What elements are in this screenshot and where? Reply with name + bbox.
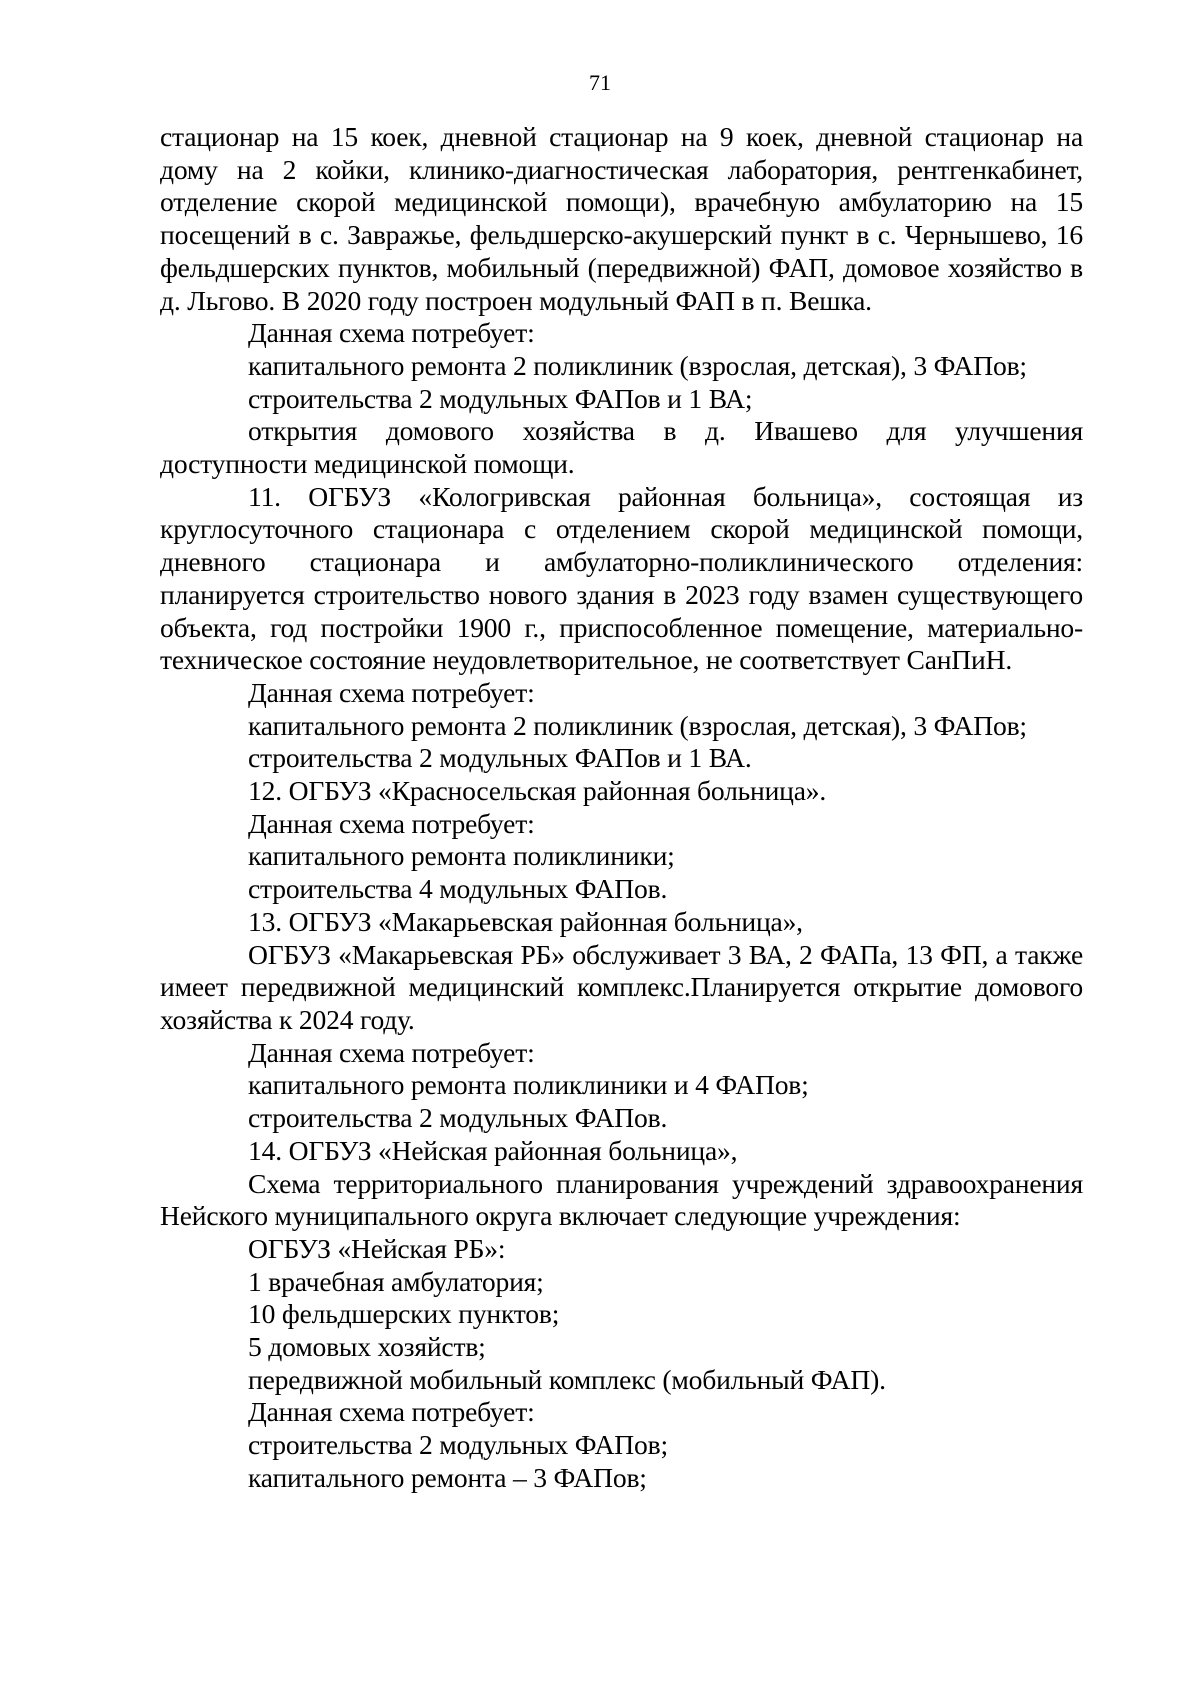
- paragraph: Данная схема потребует:: [248, 676, 535, 708]
- paragraph-continuation: стационар на 15 коек, дневной стационар на 9 коек, дневной стационар на дому на 2 койки, клинико-диагностическая лаборатория, рентгенкабинет, отделение скорой медицинской помощи), врачебную амбулаторию на 15 посещений в с. Завражье, фельдшерско-акушерский пункт в с. Чернышево, 16 фельдшерских пунктов, мобильный (передвижной) ФАП, домовое хозяйство в д. Льгово. В 2020 году построен модульный ФАП в п. Вешка.: [160, 121, 1083, 316]
- paragraph: капитального ремонта поликлиники;: [248, 840, 675, 872]
- paragraph-item-14: 14. ОГБУЗ «Нейская районная больница»,: [248, 1134, 738, 1166]
- paragraph: строительства 2 модульных ФАПов и 1 ВА.: [248, 742, 752, 774]
- paragraph: Данная схема потребует:: [248, 1396, 535, 1428]
- paragraph: открытия домового хозяйства в д. Ивашево для улучшения доступности медицинской помощи.: [160, 415, 1083, 480]
- paragraph: капитального ремонта 2 поликлиник (взрослая, детская), 3 ФАПов;: [248, 709, 1027, 741]
- page-number: 71: [589, 70, 611, 95]
- paragraph: ОГБУЗ «Нейская РБ»:: [248, 1232, 506, 1264]
- paragraph: капитального ремонта 2 поликлиник (взрослая, детская), 3 ФАПов;: [248, 349, 1027, 381]
- paragraph: ОГБУЗ «Макарьевская РБ» обслуживает 3 ВА, 2 ФАПа, 13 ФП, а также имеет передвижной медицинский комплекс.Планируется открытие домового хозяйства к 2024 году.: [160, 938, 1083, 1035]
- paragraph: строительства 2 модульных ФАПов.: [248, 1102, 668, 1134]
- list-item: 10 фельдшерских пунктов;: [248, 1298, 560, 1330]
- paragraph: Данная схема потребует:: [248, 317, 535, 349]
- paragraph-item-12: 12. ОГБУЗ «Красносельская районная больница».: [248, 775, 827, 807]
- paragraph: Данная схема потребует:: [248, 807, 535, 839]
- list-item: строительства 2 модульных ФАПов;: [248, 1429, 668, 1461]
- paragraph: строительства 2 модульных ФАПов и 1 ВА;: [248, 382, 753, 414]
- paragraph: строительства 4 модульных ФАПов.: [248, 873, 668, 905]
- paragraph: капитального ремонта поликлиники и 4 ФАПов;: [248, 1069, 809, 1101]
- list-item: 5 домовых хозяйств;: [248, 1331, 486, 1363]
- list-item: 1 врачебная амбулатория;: [248, 1265, 544, 1297]
- paragraph-item-11: 11. ОГБУЗ «Кологривская районная больница», состоящая из круглосуточного стационара с отделением скорой медицинской помощи, дневного стационара и амбулаторно-поликлинического отделения: планируется строительство нового здания в 2023 году взамен существующего объекта, год постройки 1900 г., приспособленное помещение, материально-техническое состояние неудовлетворительное, не соответствует СанПиН.: [160, 480, 1083, 676]
- paragraph-item-13: 13. ОГБУЗ «Макарьевская районная больница»,: [248, 905, 803, 937]
- paragraph: Схема территориального планирования учреждений здравоохранения Нейского муниципального округа включает следующие учреждения:: [160, 1167, 1083, 1232]
- list-item: передвижной мобильный комплекс (мобильный ФАП).: [248, 1363, 886, 1395]
- document-body: [160, 121, 1083, 1495]
- list-item: капитального ремонта – 3 ФАПов;: [248, 1461, 647, 1493]
- paragraph: Данная схема потребует:: [248, 1036, 535, 1068]
